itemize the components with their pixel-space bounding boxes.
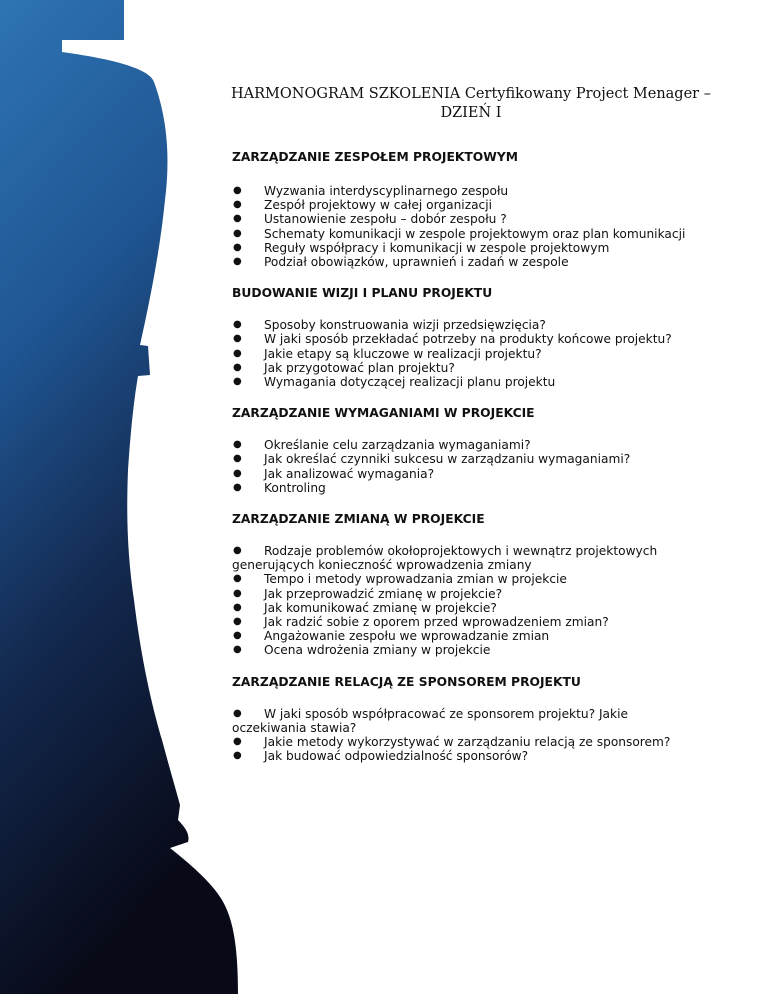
list-item: ● Sposoby konstruowania wizji przedsięwzięcia? [233, 318, 546, 333]
bullet-dot-icon: ● [233, 227, 242, 239]
section-requirements [232, 406, 702, 495]
list-item: ● Jak przygotować plan projektu? [233, 360, 455, 375]
bullet-list [232, 318, 702, 389]
list-item: ● Określanie celu zarządzania wymaganiami? [233, 438, 531, 453]
bullet-dot-icon: ● [233, 453, 242, 465]
list-item: ● Jak radzić sobie z oporem przed wprowadzeniem zmian? [233, 615, 609, 630]
list-item: ● Ocena wdrożenia zmiany w projekcie [233, 643, 491, 658]
section-heading: ZARZĄDZANIE RELACJĄ ZE SPONSOREM PROJEKTU [232, 674, 581, 689]
bullet-dot-icon: ● [233, 545, 242, 557]
list-item: ● Wyzwania interdyscyplinarnego zespołu [233, 184, 509, 198]
list-item: ● Schematy komunikacji w zespole projektowym oraz plan komunikacji [233, 226, 686, 241]
list-item: ● Jak przeprowadzić zmianę w projekcie? [233, 586, 503, 601]
bullet-dot-icon: ● [233, 333, 242, 345]
list-item: ● W jaki sposób przekładać potrzeby na produkty końcowe projektu? [233, 332, 672, 347]
bullet-list [232, 544, 702, 658]
title-line-1: HARMONOGRAM SZKOLENIA Certyfikowany Project Menager – [231, 86, 711, 102]
bullet-dot-icon: ● [233, 213, 242, 225]
bullet-dot-icon: ● [233, 185, 242, 196]
list-item: ● Jak budować odpowiedzialność sponsorów? [233, 749, 529, 764]
list-item: ● Angażowanie zespołu we wprowadzanie zmian [233, 629, 550, 644]
bullet-list [232, 707, 702, 764]
list-item: ● Podział obowiązków, uprawnień i zadań w zespole [233, 255, 569, 270]
section-heading: ZARZĄDZANIE ZESPOŁEM PROJEKTOWYM [232, 150, 518, 164]
bullet-dot-icon: ● [233, 241, 242, 253]
bullet-dot-icon: ● [233, 376, 242, 388]
section-team-management [232, 150, 702, 269]
section-heading: BUDOWANIE WIZJI I PLANU PROJEKTU [232, 286, 493, 301]
bullet-dot-icon: ● [233, 361, 242, 373]
bullet-dot-icon: ● [233, 199, 242, 211]
list-item: ● Rodzaje problemów okołoprojektowych i wewnątrz projektowych generujących konieczność wprowadzenia zmiany [232, 544, 658, 573]
bullet-dot-icon: ● [233, 347, 242, 359]
section-heading: ZARZĄDZANIE WYMAGANIAMI W PROJEKCIE [232, 406, 535, 421]
section-heading: ZARZĄDZANIE ZMIANĄ W PROJEKCIE [232, 512, 485, 527]
bullet-dot-icon: ● [233, 467, 242, 479]
list-item: ● Tempo i metody wprowadzania zmian w projekcie [233, 572, 567, 587]
list-item: ● Zespół projektowy w całej organizacji [233, 198, 493, 213]
list-item: ● Jak analizować wymagania? [233, 466, 435, 481]
title-line-2: DZIEŃ I [440, 105, 502, 121]
bullet-dot-icon: ● [233, 750, 242, 762]
section-sponsor-relations [232, 675, 702, 764]
bullet-dot-icon: ● [233, 587, 242, 599]
list-item: ● Jakie etapy są kluczowe w realizacji projektu? [233, 346, 542, 361]
bullet-list [232, 438, 702, 495]
bullet-dot-icon: ● [233, 707, 242, 719]
bullet-dot-icon: ● [233, 644, 242, 656]
bullet-dot-icon: ● [233, 736, 242, 748]
bullet-dot-icon: ● [233, 601, 242, 613]
list-item: ● Ustanowienie zespołu – dobór zespołu ? [233, 212, 507, 227]
schedule-content [232, 150, 702, 763]
list-item: ● Jak określać czynniki sukcesu w zarządzaniu wymaganiami? [233, 452, 631, 467]
chess-king-silhouette-icon [0, 0, 240, 994]
list-item: ● Jakie metody wykorzystywać w zarządzaniu relacją ze sponsorem? [233, 735, 671, 750]
section-vision-plan [232, 286, 702, 389]
bullet-dot-icon: ● [233, 630, 242, 642]
bullet-dot-icon: ● [233, 439, 242, 451]
bullet-dot-icon: ● [233, 481, 242, 493]
bullet-list [232, 184, 702, 269]
list-item: ● W jaki sposób współpracować ze sponsorem projektu? Jakie oczekiwania stawia? [232, 706, 628, 735]
list-item: ● Wymagania dotyczącej realizacji planu projektu [233, 375, 556, 390]
list-item: ● Reguły współpracy i komunikacji w zespole projektowym [233, 240, 610, 255]
bullet-dot-icon: ● [233, 616, 242, 628]
bullet-dot-icon: ● [233, 573, 242, 585]
section-change-management [232, 512, 702, 658]
document-title [218, 85, 724, 123]
bullet-dot-icon: ● [233, 256, 242, 268]
list-item: ● Kontroling [233, 480, 326, 495]
bullet-dot-icon: ● [233, 319, 242, 331]
list-item: ● Jak komunikować zmianę w projekcie? [233, 600, 497, 615]
